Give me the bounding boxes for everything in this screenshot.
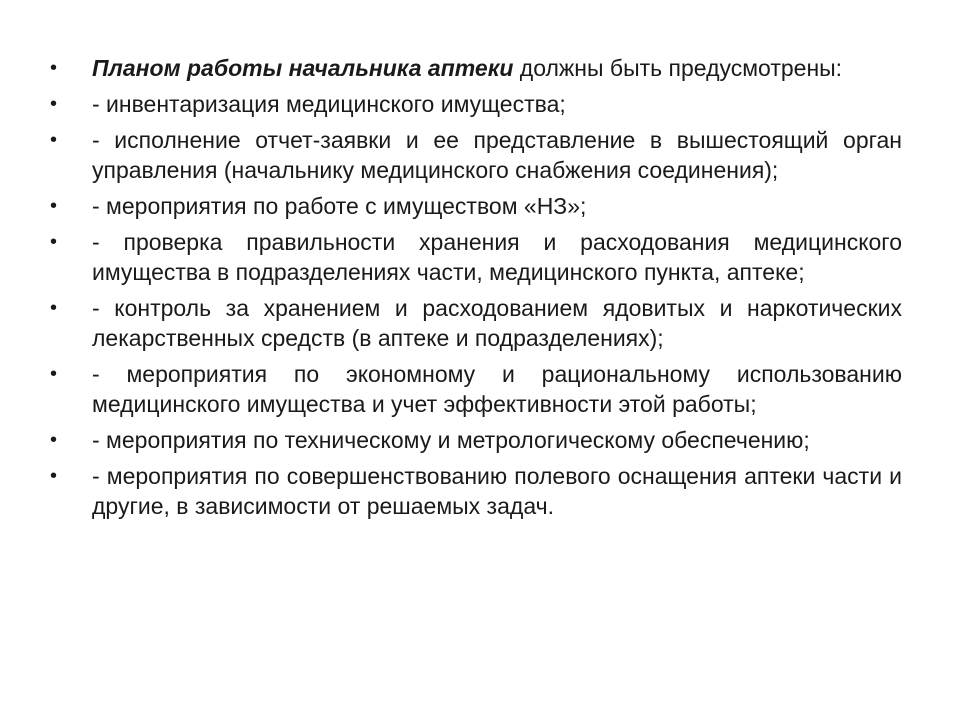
bullet-item-8	[50, 425, 902, 455]
bullet-dot-icon: •	[50, 465, 58, 487]
bullet-item-3	[50, 125, 902, 185]
item-text: - исполнение отчет-заявки и ее представление в вышестоящий орган управления (начальнику медицинского снабжения соединения);	[92, 127, 902, 183]
emphasized-lead: Планом работы начальника аптеки	[92, 55, 514, 81]
item-text: - мероприятия по совершенствованию полевого оснащения аптеки части и другие, в зависимости от решаемых задач.	[92, 463, 902, 519]
bullet-dot-icon: •	[50, 429, 58, 451]
item-text: - инвентаризация медицинского имущества;	[92, 91, 566, 117]
item-text: - контроль за хранением и расходованием ядовитых и наркотических лекарственных средств (в аптеке и подразделениях);	[92, 295, 902, 351]
item-text: - мероприятия по работе с имуществом «НЗ»;	[92, 193, 587, 219]
bullet-list	[50, 53, 902, 521]
bullet-item-6	[50, 293, 902, 353]
bullet-item-2	[50, 89, 902, 119]
item-text: - проверка правильности хранения и расходования медицинского имущества в подразделениях части, медицинского пункта, аптеке;	[92, 229, 902, 285]
bullet-dot-icon: •	[50, 297, 58, 319]
bullet-item-5	[50, 227, 902, 287]
bullet-dot-icon: •	[50, 129, 58, 151]
bullet-dot-icon: •	[50, 195, 58, 217]
bullet-item-9	[50, 461, 902, 521]
bullet-item-7	[50, 359, 902, 419]
bullet-dot-icon: •	[50, 363, 58, 385]
item-text: должны быть предусмотрены:	[513, 55, 843, 81]
item-text: - мероприятия по экономному и рациональному использованию медицинского имущества и учет эффективности этой работы;	[92, 361, 902, 417]
bullet-item-1	[50, 53, 902, 83]
item-text: - мероприятия по техническому и метрологическому обеспечению;	[92, 427, 810, 453]
bullet-dot-icon: •	[50, 231, 58, 253]
bullet-dot-icon: •	[50, 93, 58, 115]
bullet-dot-icon: •	[50, 57, 58, 79]
bullet-item-4	[50, 191, 902, 221]
